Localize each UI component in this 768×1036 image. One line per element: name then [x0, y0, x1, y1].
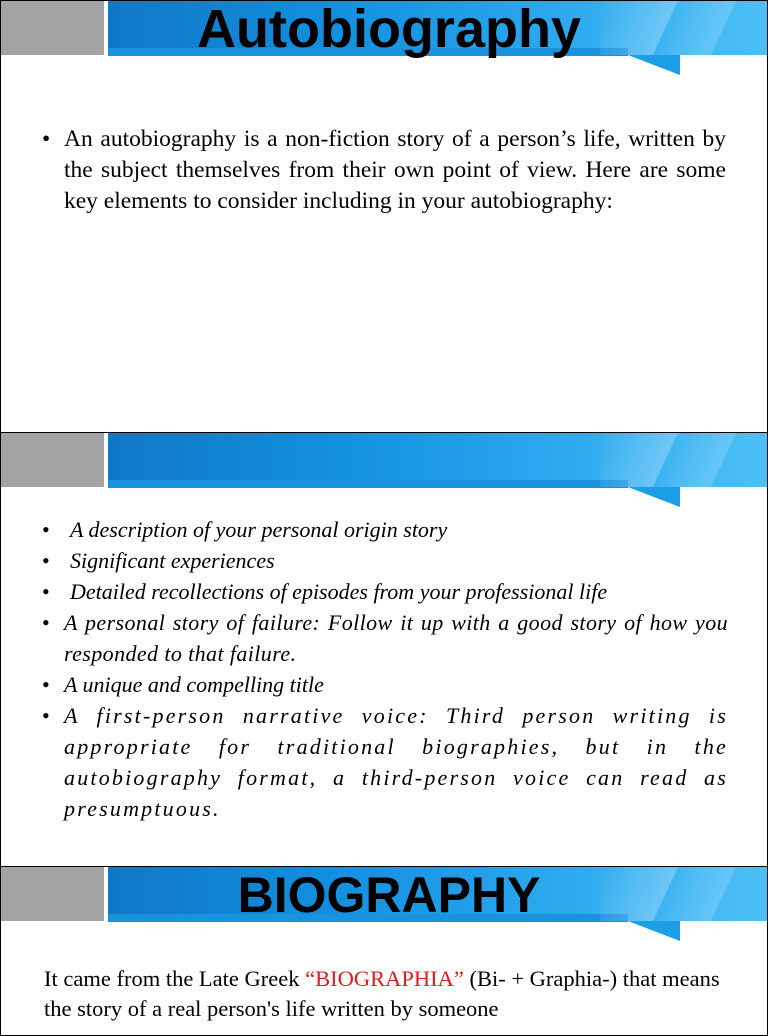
slide-title: BIOGRAPHY: [237, 867, 541, 923]
bullet-glyph: •: [42, 579, 50, 604]
list-item: [42, 607, 728, 669]
header-highlight-stripe: [600, 432, 768, 487]
slide-key-elements: [0, 432, 768, 867]
list-item: [42, 514, 728, 545]
slide-title: Autobiography: [197, 0, 581, 59]
bullet-text: A personal story of failure: Follow it up with a good story of how you responded to that failure.: [64, 610, 728, 666]
bullet-glyph: •: [42, 672, 50, 697]
highlighted-term: “BIOGRAPHIA”: [305, 966, 464, 991]
list-item: [42, 700, 728, 824]
list-item: [42, 576, 728, 607]
list-item: [42, 669, 728, 700]
bullet-glyph: •: [42, 126, 51, 152]
bullet-glyph: •: [42, 548, 50, 573]
bullet-text: A description of your personal origin story: [70, 517, 448, 542]
bullet-glyph: •: [42, 610, 51, 635]
header-grey-block: [0, 432, 104, 487]
header-tab-shape: [628, 487, 680, 507]
bullet-text: Detailed recollections of episodes from your professional life: [70, 579, 608, 604]
definition-paragraph: [44, 964, 734, 1024]
slide-autobiography: [0, 0, 768, 433]
bullet-glyph: •: [42, 703, 52, 728]
paragraph-text-before: It came from the Late Greek: [44, 966, 306, 991]
bullet-text: A first-person narrative voice: Third person writing is appropriate for traditional biographies, but in the autobiography format, a third-person voice can read as presumptuous.: [64, 703, 728, 821]
bullet-glyph: •: [42, 517, 50, 542]
paragraph-text-after: (Bi- + Graphia-) that means the story of a real person's life written by someone: [44, 966, 720, 1021]
bullet-text: An autobiography is a non-fiction story of a person’s life, written by the subject themselves from their own point of view. Here are some key elements to consider including in your autobiography:: [64, 126, 726, 214]
header-bar-tail: [108, 480, 628, 488]
bullet-list: [42, 124, 726, 217]
bullet-text: Significant experiences: [70, 548, 275, 573]
list-item: [42, 124, 726, 217]
slide-biography: [0, 866, 768, 1036]
bullet-text: A unique and compelling title: [64, 672, 324, 697]
list-item: [42, 545, 728, 576]
bullet-list: [42, 514, 728, 824]
